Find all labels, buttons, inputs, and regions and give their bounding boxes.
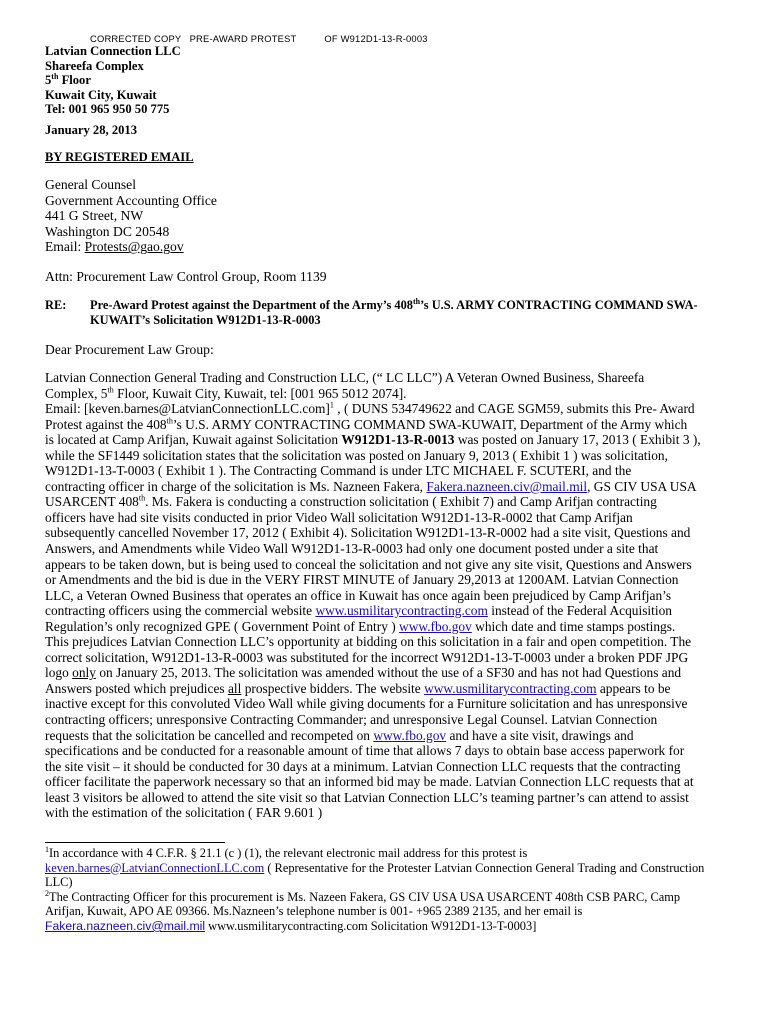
body-line: Regulation’s only recognized GPE ( Government Point of Entry ) www.fbo.gov which date and time stamps postings. (45, 618, 676, 634)
body-line: logo only on January 25, 2013. The solicitation was amended without the use of a SF30 and has not had Questions and (45, 665, 682, 681)
recipient-email-link[interactable]: Protests@gao.gov (84, 239, 184, 255)
sender-address (45, 44, 181, 117)
sender-name: Latvian Connection LLC (45, 44, 181, 58)
sender-floor: 5th Floor (45, 72, 91, 88)
body-line: This prejudices Latvian Connection LLC’s opportunity at bidding on this solicitation in a fair and open competition. The (45, 634, 692, 650)
re-subject: Pre-Award Protest against the Department of the Army’s 408th’s U.S. ARMY CONTRACTING COMMAND SWA- KUWAIT’s Solicitation W912D1-13-R-0003 (90, 296, 698, 327)
body-line: Email: [keven.barnes@LatvianConnectionLLC.com]$^1$ , ( DUNS 534749622 and CAGE SGM59, submits this Pre- Award (45, 400, 695, 417)
body-line: or Amendments and the bid is due in the VERY FIRST MINUTE of January 29,2013 at 1200AM. Latvian Connection (45, 572, 679, 588)
usmilitarycontracting-link[interactable]: www.usmilitarycontracting.com (315, 603, 488, 619)
sender-city: Kuwait City, Kuwait (45, 87, 157, 102)
document-header: CORRECTED COPY PRE-AWARD PROTEST OF W912D1-13-R-0003 (90, 33, 428, 44)
recipient-line: 441 G Street, NW (45, 208, 144, 224)
fbo-link[interactable]: www.fbo.gov (373, 727, 447, 743)
sender-tel: Tel: 001 965 950 50 775 (45, 102, 170, 117)
usmilitarycontracting-link[interactable]: www.usmilitarycontracting.com (424, 680, 597, 696)
body-line: W912D1-13-T-0003 ( Exhibit 1 ). The Contracting Command is under LTC MICHAEL F. SCUTERI, and the (45, 463, 632, 479)
body-line: Latvian Connection General Trading and Construction LLC, (“ LC LLC”) A Veteran Owned Business, Shareefa (45, 370, 645, 385)
recipient-line: General Counsel (45, 177, 136, 192)
body-line: with the estimation of the solicitation ( FAR 9.601 ) (45, 805, 323, 821)
letter-body (45, 370, 735, 821)
body-line: contracting officer in charge of the solicitation is Ms. Nazneen Fakera, Fakera.nazneen.civ@mail.mil, GS CIV USA USA (45, 478, 697, 494)
body-line: Protest against the 408th’s U.S. ARMY CONTRACTING COMMAND SWA-KUWAIT, Department of the Army which (45, 416, 688, 432)
footnotes (45, 846, 735, 934)
footnote-divider (45, 842, 225, 843)
body-line: correct solicitation, W912D1-13-R-0003 was substituted for the incorrect W912D1-13-T-0003 under a broken PDF JPG (45, 649, 689, 665)
body-line: USARCENT 408th. Ms. Fakera is conducting a construction solicitation ( Exhibit 7) and Camp Arifjan contracting (45, 493, 657, 510)
body-line: appears to be taken down, but is being used to conceal the solicitation and not give any site visit, Questions and Answers (45, 556, 692, 572)
body-line: subsequently cancelled November 17, 2012 ( Exhibit 4). Solicitation W912D1-13-R-0002 had a site visit, Questions and (45, 525, 691, 541)
fakera-email-link[interactable]: Fakera.nazneen.civ@mail.mil (45, 918, 206, 933)
body-line: least 3 visitors be allowed to attend the site visit so that Latvian Connection LLC’s teaming partner’s can attend to assist (45, 789, 689, 805)
re-label: RE: (45, 298, 67, 312)
body-line: while the SF1449 solicitation states that the solicitation was posted on January 9, 2013 ( Exhibit 1 ) was solicitation, (45, 447, 668, 463)
footnote-1: $^1$In accordance with 4 C.F.R. § 21.1 (c ) (1), the relevant electronic mail address for this protest is (45, 844, 528, 860)
footnote-2-cont: Fakera.nazneen.civ@mail.mil www.usmilitarycontracting.com Solicitation W912D1-13-T-0003] (45, 918, 537, 933)
keven-email-link[interactable]: keven.barnes@LatvianConnectionLLC.com (45, 860, 265, 875)
body-line: officers have had site visits conducted in prior Video Wall solicitation W912D1-13-R-0002 that Camp Arifjan (45, 509, 633, 525)
body-line: Complex, 5th Floor, Kuwait City, Kuwait, tel: [001 965 5012 2074]. (45, 385, 407, 401)
fakera-email-link[interactable]: Fakera.nazneen.civ@mail.mil (426, 478, 588, 494)
body-line: contracting officers using the commercial website www.usmilitarycontracting.com instead of the Federal Acquisition (45, 603, 672, 619)
footnote-2: $^2$The Contracting Officer for this procurement is Ms. Nazeen Fakera, GS CIV USA USA USARCENT 408th CSB PARC, Camp (45, 888, 681, 904)
fbo-link[interactable]: www.fbo.gov (399, 618, 472, 634)
recipient-address (45, 177, 217, 255)
body-line: the site visit – it should be conducted for 30 days at a minimum. Latvian Connection LLC requests that the contracting (45, 758, 681, 774)
recipient-email-line: Email: Protests@gao.gov (45, 239, 184, 255)
attention-line: Attn: Procurement Law Control Group, Room 1139 (45, 269, 327, 284)
body-line: Answers posted which prejudices all prospective bidders. The website www.usmilitarycontracting.com appears to be (45, 680, 671, 696)
body-line: inactive except for this convoluted Video Wall while giving documents for a Furniture solicitation and has unresponsive (45, 696, 688, 712)
body-line: LLC, a Veteran Owned Business that operates an office in Kuwait has once again been prejudiced by Camp Arifjan’s (45, 587, 672, 603)
recipient-line: Washington DC 20548 (45, 223, 170, 239)
recipient-line: Government Accounting Office (45, 192, 217, 208)
footnote-1-cont: LLC) (45, 875, 73, 890)
body-line: requests that the solicitation be cancelled and recompeted on www.fbo.gov and have a site visit, drawings and (45, 727, 634, 743)
body-line: specifications and be conducted for a reasonable amount of time that allows 7 days to obtain base access paperwork for (45, 743, 685, 759)
delivery-method: BY REGISTERED EMAIL (45, 150, 194, 164)
body-line: officer facilitate the paperwork necessary so that an informed bid may be made. Latvian Connection LLC requests that at (45, 774, 694, 790)
body-line: is located at Camp Arifjan, Kuwait against Solicitation W912D1-13-R-0013 was posted on January 17, 2013 ( Exhibit 3 ), (45, 432, 701, 448)
body-line: Answers, and Amendments while Video Wall W912D1-13-R-0003 had only one document posted under a site that (45, 541, 659, 557)
salutation: Dear Procurement Law Group: (45, 342, 214, 357)
sender-building: Shareefa Complex (45, 58, 144, 73)
body-line: contracting officers; unresponsive Contracting Commander; and unresponsive Legal Counsel. Latvian Connection (45, 712, 658, 728)
footnote-2-cont: Arifjan, Kuwait, APO AE 09366. Ms.Nazneen’s telephone number is 001- +965 2389 2135, and her email is (45, 904, 583, 919)
footnote-1-cont: keven.barnes@LatvianConnectionLLC.com ( Representative for the Protester Latvian Connection General Trading and Construction (45, 860, 705, 875)
letter-date: January 28, 2013 (45, 123, 138, 137)
